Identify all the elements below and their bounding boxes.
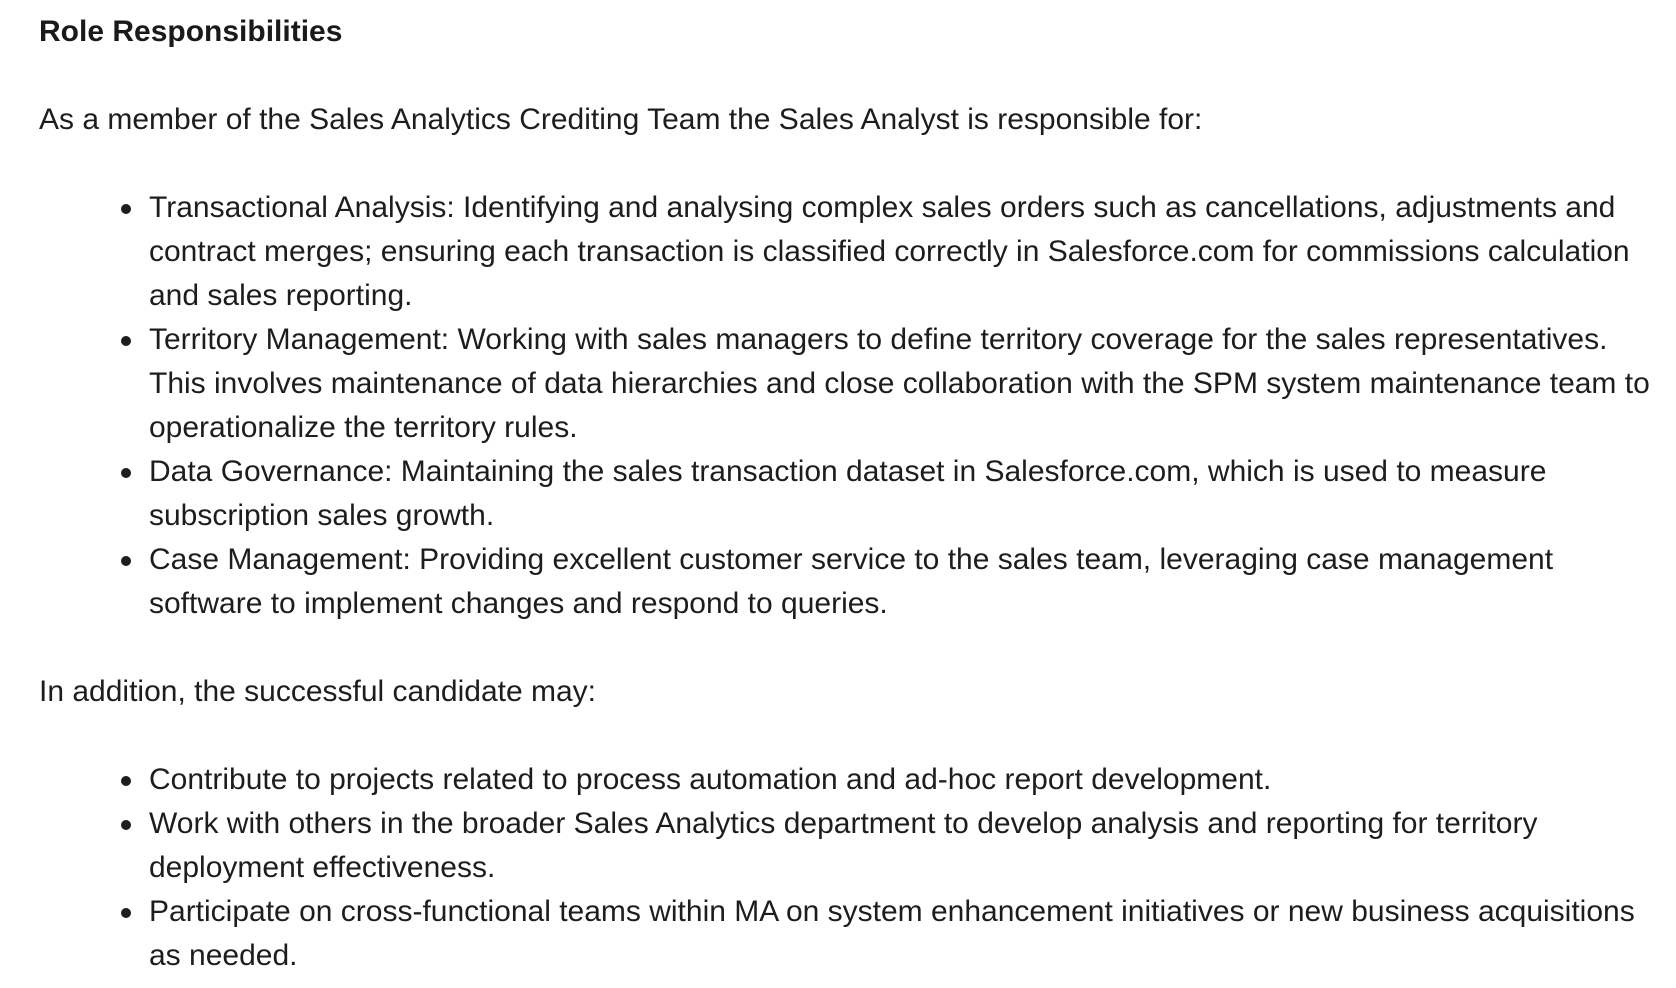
list-item xyxy=(149,890,1659,978)
bullet-icon xyxy=(121,556,131,566)
list-item xyxy=(149,318,1659,450)
list-item xyxy=(149,538,1659,626)
bullet-icon xyxy=(121,468,131,478)
list-item-text: Contribute to projects related to process automation and ad-hoc report development. xyxy=(149,763,1272,796)
list-item-text: Case Management: Providing excellent customer service to the sales team, leveraging case management software to implement changes and respond to queries. xyxy=(149,543,1554,620)
list-item-text: Participate on cross-functional teams within MA on system enhancement initiatives or new business acquisitions as needed. xyxy=(149,895,1635,972)
responsibilities-list xyxy=(39,186,1659,626)
intro-paragraph: As a member of the Sales Analytics Crediting Team the Sales Analyst is responsible for: xyxy=(39,103,1203,136)
list-item xyxy=(149,802,1659,890)
bullet-icon xyxy=(121,336,131,346)
document-body xyxy=(39,10,1659,978)
list-item xyxy=(149,758,1659,802)
list-item-text: Transactional Analysis: Identifying and analysing complex sales orders such as cancellations, adjustments and contract merges; ensuring each transaction is classified correctly in Salesforce.com for commissions calculation and sales reporting. xyxy=(149,191,1630,312)
addition-paragraph: In addition, the successful candidate may: xyxy=(39,675,596,708)
additional-duties-list xyxy=(39,758,1659,978)
list-item-text: Data Governance: Maintaining the sales transaction dataset in Salesforce.com, which is used to measure subscription sales growth. xyxy=(149,455,1547,532)
section-heading: Role Responsibilities xyxy=(39,15,343,48)
list-item xyxy=(149,450,1659,538)
bullet-icon xyxy=(121,820,131,830)
list-item xyxy=(149,186,1659,318)
list-item-text: Territory Management: Working with sales managers to define territory coverage for the sales representatives. This involves maintenance of data hierarchies and close collaboration with the SPM system maintenance team to operationalize the territory rules. xyxy=(149,323,1650,444)
bullet-icon xyxy=(121,204,131,214)
bullet-icon xyxy=(121,776,131,786)
bullet-icon xyxy=(121,908,131,918)
list-item-text: Work with others in the broader Sales Analytics department to develop analysis and reporting for territory deployment effectiveness. xyxy=(149,807,1538,884)
